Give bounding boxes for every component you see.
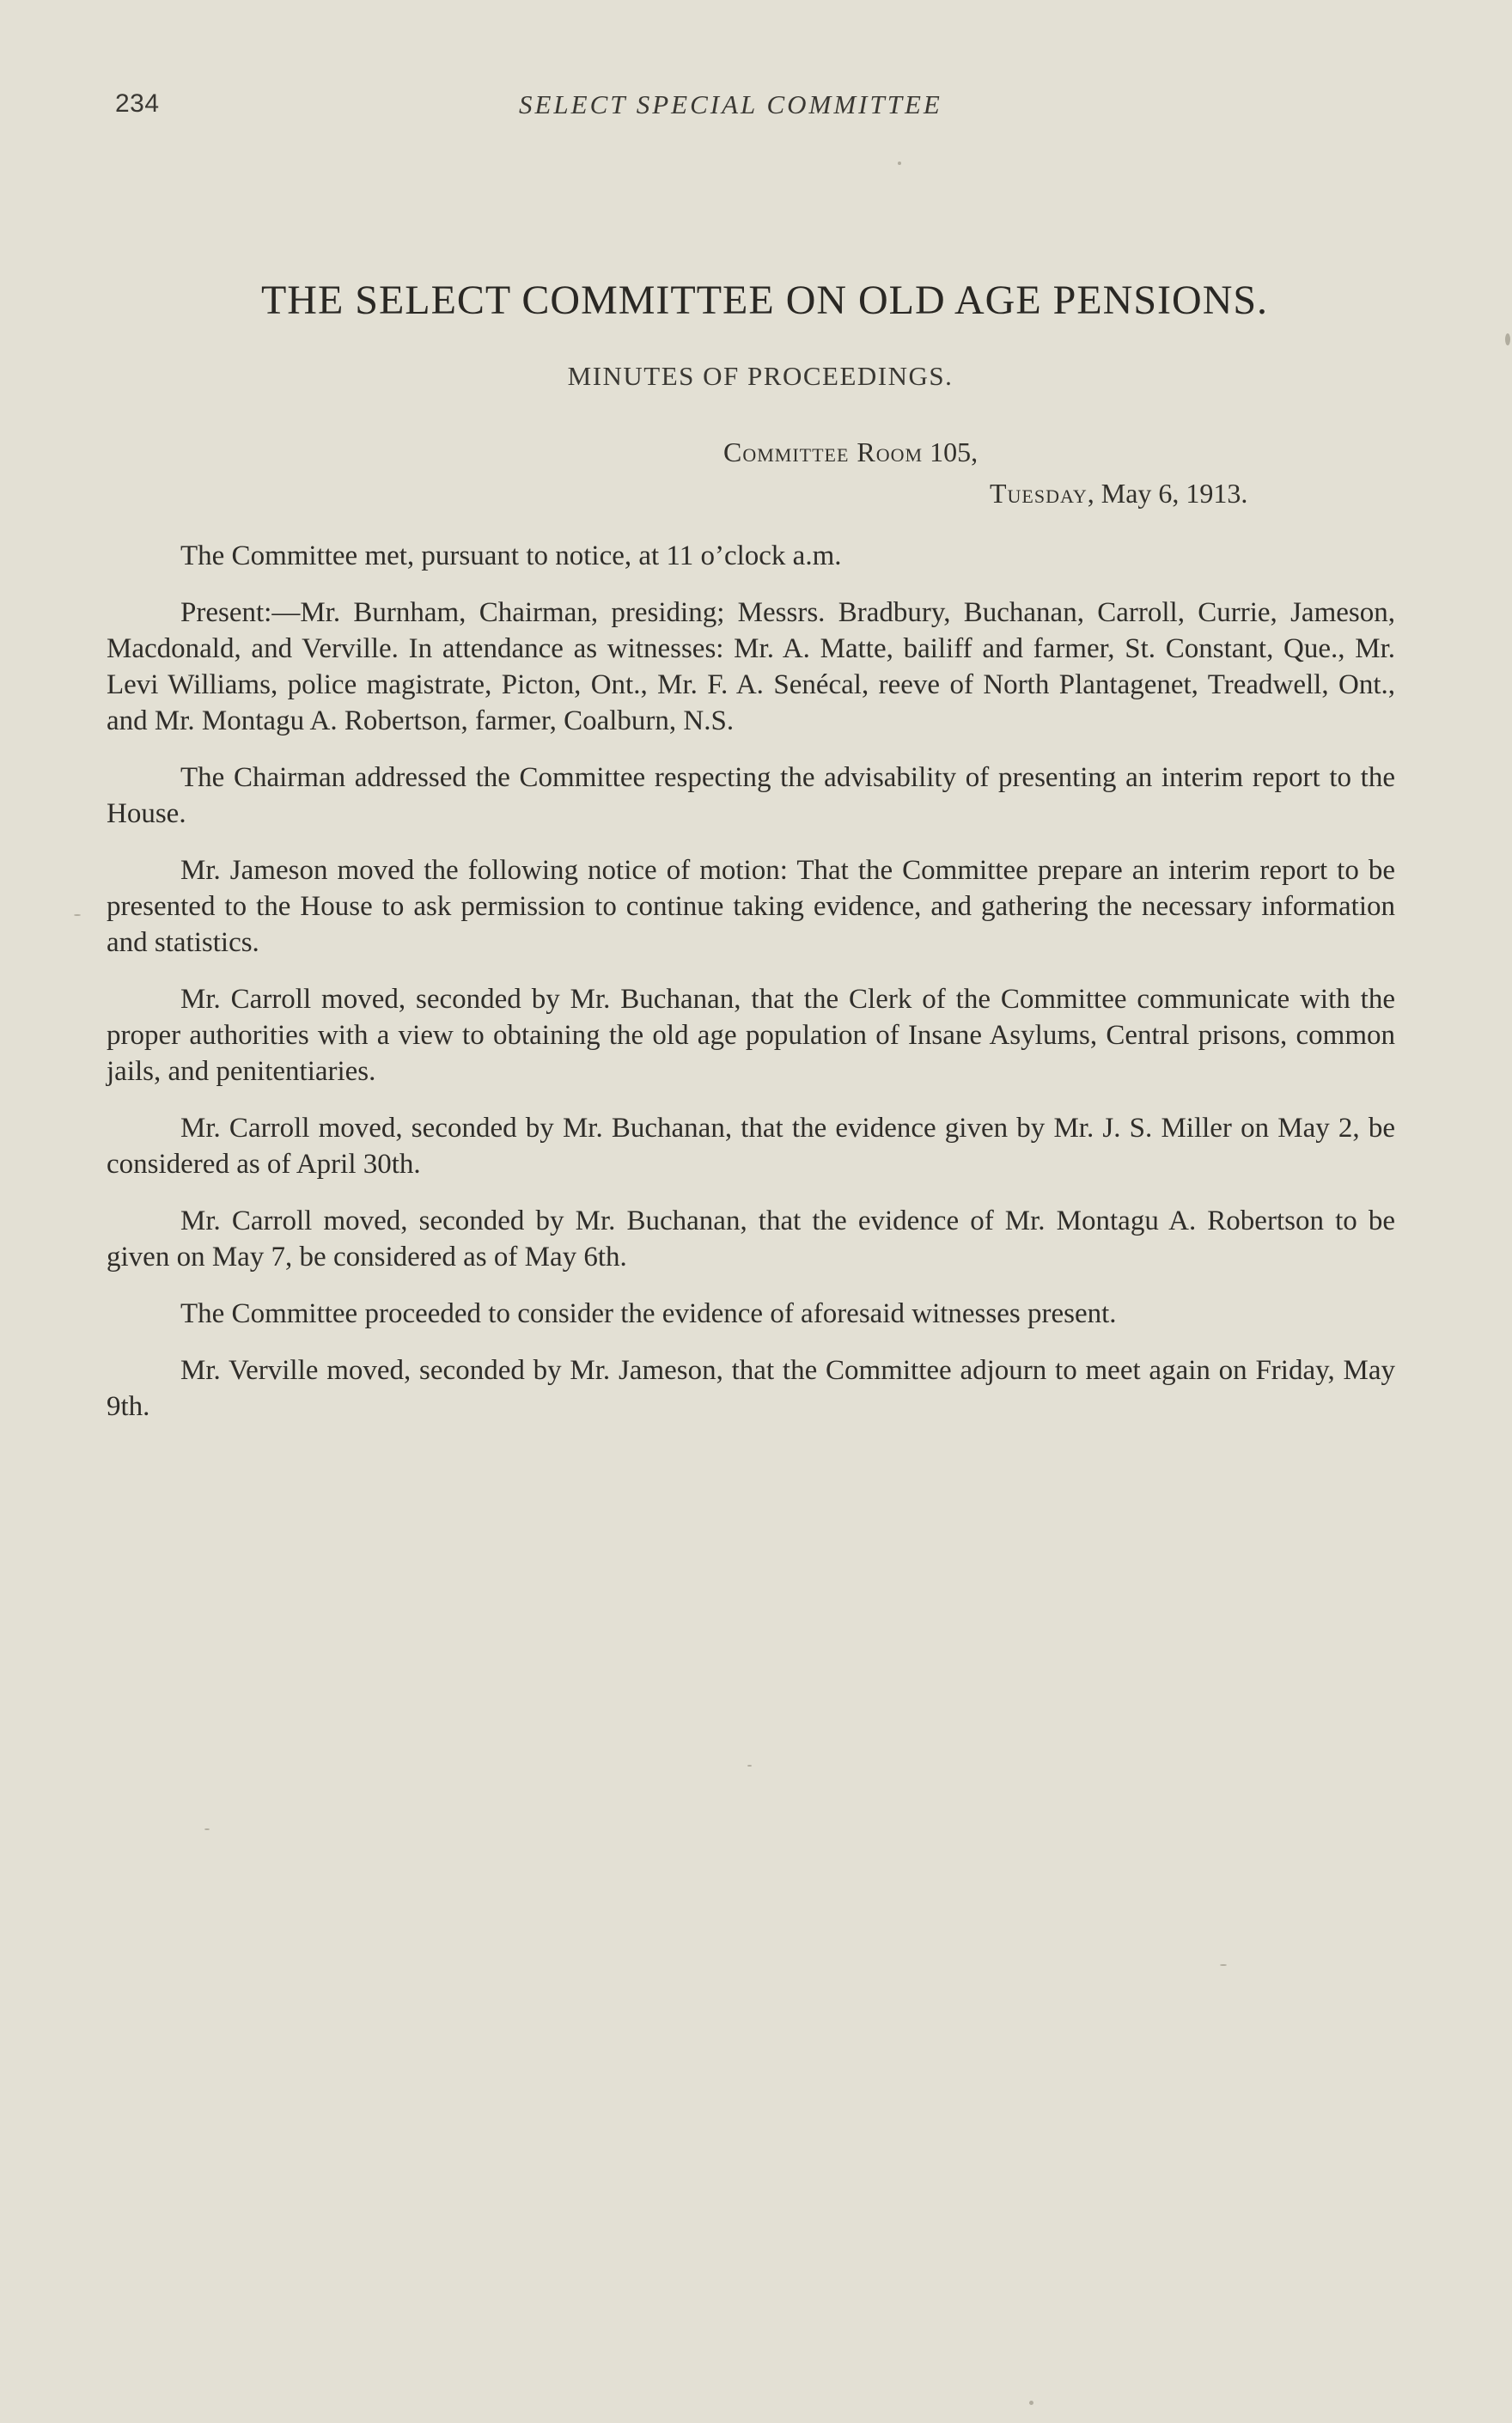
minutes-paragraph: Present:—Mr. Burnham, Chairman, presiding; Messrs. Bradbury, Buchanan, Carroll, Currie, Jameson, Macdonald, and Verville. In attendance as witnesses: Mr. A. Matte, bailiff and farmer, St. Constant, Que., Mr. Levi Williams, police magistrate, Picton, Ont., Mr. F. A. Senécal, reeve of North Plantagenet, Treadwell, Ont., and Mr. Montagu A. Robertson, farmer, Coalburn, N.S. (107, 597, 1395, 736)
paper-speck (204, 1828, 210, 1830)
minutes-body (107, 538, 1395, 1445)
meeting-place (723, 436, 978, 468)
minutes-paragraph: The Committee met, pursuant to notice, at 11 o’clock a.m. (180, 540, 842, 571)
running-title: SELECT SPECIAL COMMITTEE (519, 89, 942, 119)
paper-speck (1029, 2401, 1033, 2405)
meeting-day: Tuesday (990, 478, 1088, 509)
meeting-place-number: 105, (923, 436, 979, 467)
meeting-date-rest: , May 6, 1913. (1087, 478, 1248, 509)
page-number: 234 (115, 89, 160, 118)
meeting-place-room: Committee Room (723, 436, 924, 467)
paper-speck (1505, 333, 1510, 345)
paper-speck (74, 914, 81, 916)
minutes-paragraph: Mr. Carroll moved, seconded by Mr. Buchanan, that the evidence of Mr. Montagu A. Robertson to be given on May 7, be considered as of May 6th. (107, 1205, 1395, 1273)
minutes-paragraph: The Chairman addressed the Committee respecting the advisability of presenting an interim report to the House. (107, 762, 1395, 829)
document-title: THE SELECT COMMITTEE ON OLD AGE PENSIONS. (260, 278, 1269, 323)
minutes-paragraph: The Committee proceeded to consider the evidence of aforesaid witnesses present. (180, 1298, 1117, 1329)
minutes-paragraph: Mr. Carroll moved, seconded by Mr. Buchanan, that the Clerk of the Committee communicate with the proper authorities with a view to obtaining the old age population of Insane Asylums, Central prisons, common jails, and penitentiaries. (107, 984, 1395, 1087)
paper-speck (747, 1765, 752, 1767)
minutes-paragraph: Mr. Verville moved, seconded by Mr. Jameson, that the Committee adjourn to meet again on Friday, May 9th. (107, 1355, 1395, 1422)
minutes-paragraph: Mr. Carroll moved, seconded by Mr. Buchanan, that the evidence given by Mr. J. S. Miller on May 2, be considered as of April 30th. (107, 1113, 1395, 1180)
document-subtitle: MINUTES OF PROCEEDINGS. (567, 361, 954, 391)
paper-speck (1220, 1964, 1227, 1966)
paper-speck (898, 162, 901, 165)
meeting-date (990, 478, 1247, 510)
minutes-paragraph: Mr. Jameson moved the following notice of motion: That the Committee prepare an interim report to be presented to the House to ask permission to continue taking evidence, and gathering the necessary information and statistics. (107, 855, 1395, 958)
running-header (115, 89, 1404, 127)
